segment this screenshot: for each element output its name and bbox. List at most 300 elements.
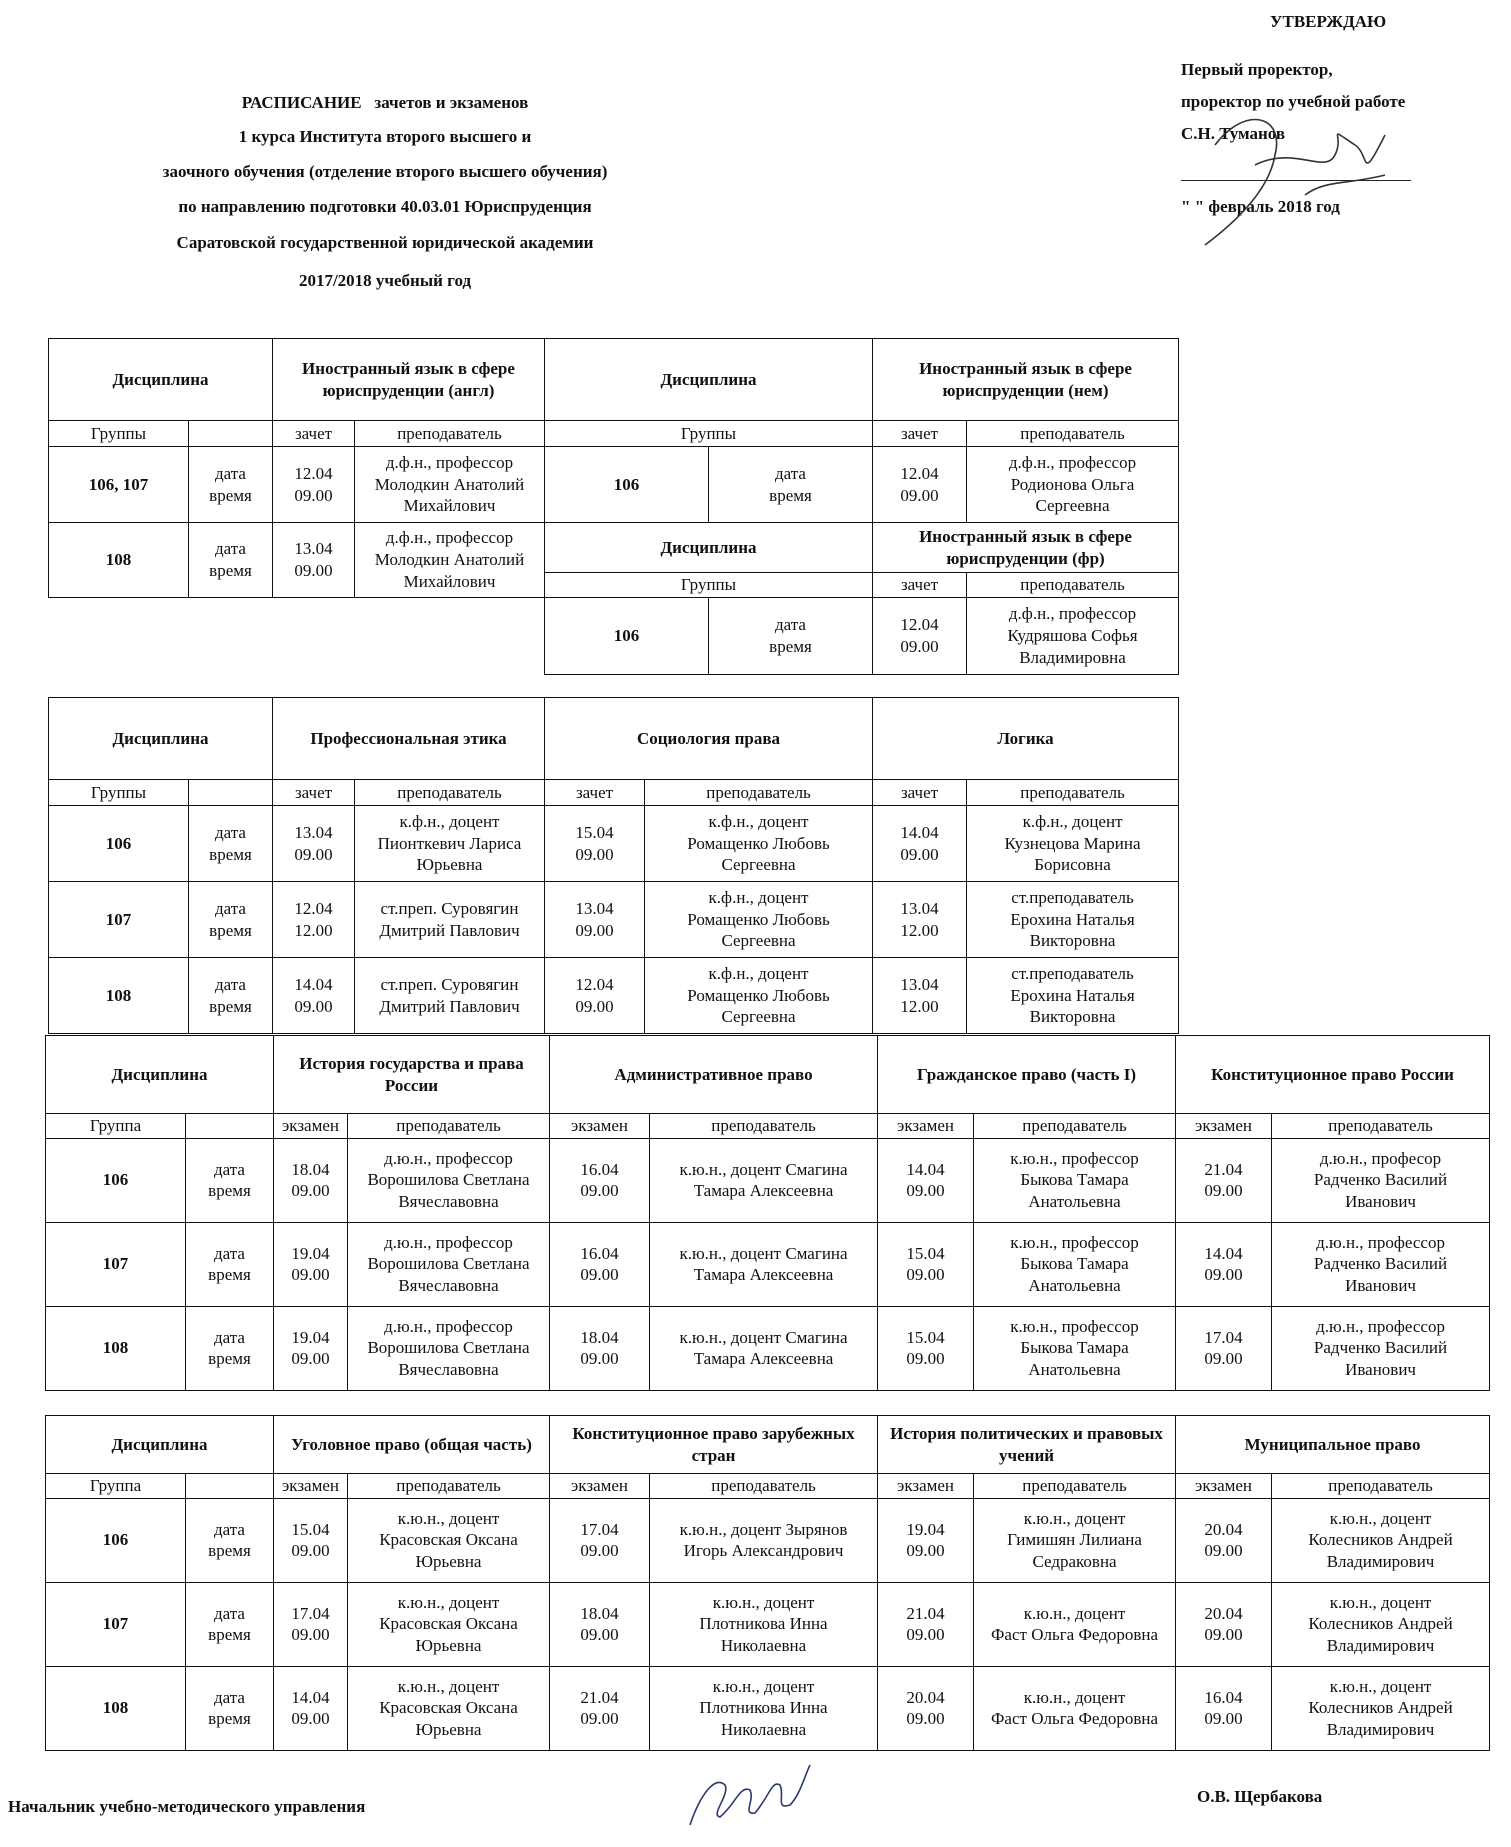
exam-label: экзамен: [878, 1114, 974, 1139]
subject-header: Социология права: [545, 698, 873, 780]
teacher-cell: [974, 1306, 1176, 1390]
teacher-title: к.ю.н., доцент: [1329, 1592, 1432, 1612]
teacher-name: Ромащенко Любовь: [687, 909, 830, 929]
teacher-label: преподаватель: [967, 573, 1179, 598]
date-value: [273, 958, 355, 1034]
teacher-title: ст.преп. Суровягин: [380, 898, 519, 918]
time-value-text: 09.00: [900, 844, 939, 864]
blank-cell: [186, 1114, 274, 1139]
time-label: время: [209, 844, 252, 864]
teacher-title: к.ю.н., доцент: [1023, 1508, 1126, 1528]
time-value-text: 09.00: [291, 1181, 330, 1201]
time-value-text: 09.00: [294, 996, 333, 1016]
title-line-3: заочного обучения (отделение второго высшего обучения): [162, 162, 608, 181]
date-label: дата: [214, 1687, 245, 1707]
date-value-text: 13.04: [294, 539, 333, 559]
date-value-text: 15.04: [291, 1519, 330, 1539]
teacher-title: к.ю.н., доцент: [397, 1508, 500, 1528]
time-value-text: 09.00: [294, 485, 333, 505]
teacher-name: Красовская Оксана: [379, 1698, 518, 1718]
teacher-title: д.ф.н., профессор: [1008, 452, 1137, 472]
schedule-table-exams-1: [45, 1035, 1490, 1391]
teacher-label: преподаватель: [650, 1114, 878, 1139]
teacher-title: к.ю.н., доцент: [1023, 1687, 1126, 1707]
teacher-label: преподаватель: [967, 780, 1179, 806]
date-label: дата: [215, 539, 246, 559]
date-value-text: 17.04: [580, 1519, 619, 1539]
discipline-header: Дисциплина: [49, 339, 273, 421]
teacher-name: Фаст Ольга Федоровна: [991, 1709, 1159, 1729]
teacher-patronymic: Михайлович: [403, 571, 496, 591]
teacher-label: преподаватель: [355, 421, 545, 447]
table-row: [49, 958, 1179, 1034]
date-label: дата: [214, 1327, 245, 1347]
time-value-text: 09.00: [291, 1709, 330, 1729]
group-cell: 108: [46, 1666, 186, 1750]
date-time-label: [186, 1222, 274, 1306]
teacher-name: Тамара Алексеевна: [693, 1349, 834, 1369]
date-value-text: 13.04: [900, 898, 939, 918]
title-line-6: 2017/2018 учебный год: [298, 271, 472, 290]
teacher-name: Колесников Андрей: [1308, 1530, 1453, 1550]
exam-label: экзамен: [274, 1474, 348, 1499]
date-label: дата: [775, 615, 806, 634]
title-line-1: [110, 93, 660, 113]
schedule-table-exams-2: [45, 1415, 1490, 1751]
time-label: время: [208, 1265, 251, 1285]
time-value-text: 12.00: [900, 996, 939, 1016]
teacher-name: Пионткевич Лариса: [377, 833, 522, 853]
footer-name: О.В. Щербакова: [1197, 1787, 1323, 1806]
date-value: [1176, 1666, 1272, 1750]
teacher-cell: [1272, 1306, 1490, 1390]
group-label: Группа: [46, 1114, 186, 1139]
time-value-text: 09.00: [906, 1181, 945, 1201]
date-label: дата: [214, 1159, 245, 1179]
approve-date: " " февраль 2018 год: [1181, 197, 1340, 216]
teacher-label: преподаватель: [348, 1474, 550, 1499]
date-time-label: [186, 1666, 274, 1750]
teacher-patronymic: Сергеевна: [721, 1007, 796, 1027]
time-label: время: [209, 920, 252, 940]
teacher-cell: [645, 882, 873, 958]
teacher-label: преподаватель: [650, 1474, 878, 1499]
teacher-title: к.ю.н., профессор: [1010, 1148, 1139, 1168]
time-value-text: 09.00: [906, 1709, 945, 1729]
time-label: время: [208, 1709, 251, 1729]
date-label: дата: [215, 974, 246, 994]
teacher-title: д.ю.н., профессор: [384, 1148, 513, 1168]
groups-label: Группы: [49, 421, 189, 447]
date-value-text: 12.04: [294, 898, 333, 918]
teacher-name: Красовская Оксана: [379, 1614, 518, 1634]
rector-signature: [1185, 85, 1415, 255]
date-label: дата: [214, 1603, 245, 1623]
teacher-cell: [650, 1138, 878, 1222]
title-main: РАСПИСАНИЕ: [241, 93, 362, 112]
time-value-text: 09.00: [900, 485, 939, 505]
date-value-text: 20.04: [1204, 1519, 1243, 1539]
teacher-title: к.ю.н., доцент Зырянов: [679, 1519, 848, 1539]
teacher-name: Радченко Василий: [1313, 1338, 1448, 1358]
date-value: [878, 1222, 974, 1306]
date-value: [274, 1498, 348, 1582]
time-value-text: 09.00: [900, 636, 939, 656]
group-cell: 106: [545, 597, 709, 674]
date-value: [273, 882, 355, 958]
time-value-text: 12.00: [294, 920, 333, 940]
teacher-name: Радченко Василий: [1313, 1170, 1448, 1190]
teacher-name: Молодкин Анатолий: [374, 550, 525, 569]
zachet-label: зачет: [273, 421, 355, 447]
date-value-text: 19.04: [906, 1519, 945, 1539]
date-label: дата: [215, 822, 246, 842]
teacher-cell: [1272, 1498, 1490, 1582]
teacher-cell: [645, 958, 873, 1034]
date-value: [273, 806, 355, 882]
teacher-label: преподаватель: [355, 780, 545, 806]
teacher-cell: [348, 1222, 550, 1306]
date-value: [274, 1666, 348, 1750]
blank-cell: [189, 780, 273, 806]
date-value: [274, 1306, 348, 1390]
teacher-name: Ерохина Наталья: [1010, 985, 1135, 1005]
teacher-name: Ромащенко Любовь: [687, 833, 830, 853]
teacher-cell: [355, 958, 545, 1034]
time-value-text: 09.00: [906, 1349, 945, 1369]
date-value: [878, 1666, 974, 1750]
date-value-text: 14.04: [291, 1687, 330, 1707]
subject-header: Муниципальное право: [1176, 1416, 1490, 1474]
date-value-text: 21.04: [906, 1603, 945, 1623]
time-label: время: [208, 1625, 251, 1645]
teacher-title: ст.преп. Суровягин: [380, 974, 519, 994]
teacher-label: преподаватель: [1272, 1114, 1490, 1139]
teacher-name: Ворошилова Светлана: [367, 1254, 530, 1274]
teacher-name: Тамара Алексеевна: [693, 1265, 834, 1285]
teacher-patronymic: Иванович: [1345, 1360, 1416, 1380]
teacher-cell: [967, 597, 1179, 674]
table-row: [49, 806, 1179, 882]
head-signature: [680, 1755, 820, 1835]
groups-label: Группы: [545, 421, 873, 447]
teacher-cell: [974, 1582, 1176, 1666]
subject-header: Административное право: [550, 1036, 878, 1114]
time-label: время: [209, 560, 252, 580]
discipline-header: Дисциплина: [46, 1416, 274, 1474]
date-value: [873, 806, 967, 882]
teacher-name: Красовская Оксана: [379, 1530, 518, 1550]
teacher-title: к.ю.н., доцент Смагина: [679, 1159, 848, 1179]
zachet-label: зачет: [873, 780, 967, 806]
approve-line1: Первый проректор,: [1181, 60, 1333, 79]
time-value-text: 09.00: [1204, 1541, 1243, 1561]
time-value-text: 09.00: [580, 1709, 619, 1729]
teacher-name: Родионова Ольга: [1010, 474, 1135, 494]
time-value-text: 09.00: [291, 1625, 330, 1645]
teacher-cell: [974, 1138, 1176, 1222]
teacher-title: к.ю.н., доцент Смагина: [679, 1243, 848, 1263]
time-value-text: 09.00: [580, 1265, 619, 1285]
teacher-patronymic: Анатольевна: [1028, 1276, 1121, 1296]
teacher-patronymic: Вячеславовна: [398, 1360, 499, 1380]
teacher-cell: [967, 447, 1179, 523]
date-value: [873, 447, 967, 523]
teacher-patronymic: Анатольевна: [1028, 1360, 1121, 1380]
teacher-name: Дмитрий Павлович: [379, 996, 520, 1016]
table-row: [46, 1498, 1490, 1582]
teacher-name: Быкова Тамара: [1020, 1254, 1129, 1274]
time-value-text: 09.00: [580, 1541, 619, 1561]
date-value: [550, 1582, 650, 1666]
teacher-name: Игорь Александрович: [683, 1541, 844, 1561]
teacher-patronymic: Сергеевна: [721, 855, 796, 875]
teacher-label: преподаватель: [1272, 1474, 1490, 1499]
time-label: время: [208, 1181, 251, 1201]
date-value-text: 15.04: [906, 1327, 945, 1347]
group-cell: 108: [49, 523, 189, 598]
date-value-text: 17.04: [1204, 1327, 1243, 1347]
title-sub: зачетов и экзаменов: [374, 93, 529, 112]
time-label: время: [208, 1541, 251, 1561]
teacher-title: к.ю.н., доцент: [1329, 1676, 1432, 1696]
blank-cell: [189, 421, 273, 447]
empty-area: [49, 597, 545, 674]
date-label: дата: [214, 1519, 245, 1539]
teacher-label: преподаватель: [967, 421, 1179, 447]
teacher-name: Быкова Тамара: [1020, 1170, 1129, 1190]
teacher-patronymic: Юрьевна: [415, 1552, 482, 1572]
date-time-label: [189, 447, 273, 523]
date-value-text: 21.04: [580, 1687, 619, 1707]
date-value-text: 14.04: [900, 822, 939, 842]
teacher-patronymic: Юрьевна: [416, 855, 483, 875]
teacher-patronymic: Седраковна: [1032, 1552, 1117, 1572]
date-value: [878, 1582, 974, 1666]
date-time-label: [709, 597, 873, 674]
teacher-patronymic: Вячеславовна: [398, 1192, 499, 1212]
teacher-patronymic: Николаевна: [720, 1636, 807, 1656]
teacher-cell: [348, 1138, 550, 1222]
teacher-title: д.ю.н., профессор: [1316, 1316, 1445, 1336]
teacher-title: ст.преподаватель: [1011, 887, 1134, 907]
teacher-cell: [650, 1582, 878, 1666]
group-cell: 107: [46, 1582, 186, 1666]
date-value: [274, 1138, 348, 1222]
date-time-label: [186, 1582, 274, 1666]
date-value: [545, 806, 645, 882]
date-value: [873, 597, 967, 674]
teacher-patronymic: Владимирович: [1326, 1720, 1435, 1740]
date-value-text: 19.04: [291, 1243, 330, 1263]
date-value: [1176, 1498, 1272, 1582]
table-row: [46, 1582, 1490, 1666]
schedule-table-languages: [48, 338, 1179, 675]
teacher-cell: [348, 1498, 550, 1582]
date-value: [873, 958, 967, 1034]
teacher-title: д.ю.н., профессор: [384, 1232, 513, 1252]
date-value-text: 20.04: [906, 1687, 945, 1707]
teacher-title: д.ф.н., профессор: [1008, 604, 1137, 624]
teacher-cell: [650, 1498, 878, 1582]
date-value: [273, 523, 355, 598]
teacher-cell: [1272, 1138, 1490, 1222]
subject-header: Конституционное право России: [1176, 1036, 1490, 1114]
table-row: [46, 1666, 1490, 1750]
teacher-cell: [967, 958, 1179, 1034]
teacher-patronymic: Иванович: [1345, 1192, 1416, 1212]
time-value-text: 09.00: [575, 996, 614, 1016]
teacher-label: преподаватель: [348, 1114, 550, 1139]
group-cell: 108: [46, 1306, 186, 1390]
time-value-text: 09.00: [294, 844, 333, 864]
groups-label: Группы: [545, 573, 873, 598]
subject-french: Иностранный язык в сфере юриспруденции (фр): [873, 523, 1179, 573]
date-label: дата: [775, 463, 806, 483]
teacher-patronymic: Анатольевна: [1028, 1192, 1121, 1212]
teacher-patronymic: Иванович: [1345, 1276, 1416, 1296]
date-time-label: [189, 523, 273, 598]
date-value: [1176, 1222, 1272, 1306]
time-label: время: [209, 996, 252, 1016]
date-value: [550, 1666, 650, 1750]
teacher-patronymic: Владимирович: [1326, 1552, 1435, 1572]
teacher-title: д.ю.н., професор: [1319, 1148, 1442, 1168]
date-value: [545, 882, 645, 958]
teacher-title: к.ю.н., доцент: [712, 1676, 815, 1696]
date-value-text: 18.04: [580, 1327, 619, 1347]
exam-label: экзамен: [878, 1474, 974, 1499]
zachet-label: зачет: [545, 780, 645, 806]
date-time-label: [709, 447, 873, 523]
teacher-name: Гимишян Лилиана: [1007, 1530, 1142, 1550]
date-value: [274, 1222, 348, 1306]
date-value-text: 12.04: [294, 463, 333, 483]
time-value-text: 09.00: [1204, 1349, 1243, 1369]
teacher-name: Радченко Василий: [1313, 1254, 1448, 1274]
teacher-patronymic: Вячеславовна: [398, 1276, 499, 1296]
exam-label: экзамен: [550, 1114, 650, 1139]
teacher-cell: [650, 1306, 878, 1390]
teacher-patronymic: Викторовна: [1029, 1007, 1116, 1027]
blank-cell: [186, 1474, 274, 1499]
date-value-text: 12.04: [900, 615, 939, 634]
time-value-text: 09.00: [291, 1349, 330, 1369]
teacher-cell: [348, 1306, 550, 1390]
date-label: дата: [215, 898, 246, 918]
time-value-text: 09.00: [1204, 1265, 1243, 1285]
group-cell: 107: [49, 882, 189, 958]
exam-label: экзамен: [1176, 1114, 1272, 1139]
teacher-title: к.ф.н., доцент: [1022, 811, 1123, 831]
subject-header: История политических и правовых учений: [878, 1416, 1176, 1474]
teacher-label: преподаватель: [974, 1114, 1176, 1139]
group-cell: 106: [545, 447, 709, 523]
group-label: Группа: [46, 1474, 186, 1499]
discipline-header: Дисциплина: [46, 1036, 274, 1114]
teacher-name: Плотникова Инна: [699, 1614, 828, 1634]
subject-german: Иностранный язык в сфере юриспруденции (нем): [873, 339, 1179, 421]
date-value: [550, 1498, 650, 1582]
title-line-2: 1 курса Института второго высшего и: [238, 127, 532, 146]
teacher-name: Ворошилова Светлана: [367, 1338, 530, 1358]
teacher-cell: [348, 1666, 550, 1750]
teacher-title: к.ф.н., доцент: [708, 887, 809, 907]
teacher-title: к.ю.н., профессор: [1010, 1232, 1139, 1252]
discipline-header: Дисциплина: [49, 698, 273, 780]
time-value-text: 09.00: [1204, 1181, 1243, 1201]
teacher-patronymic: Борисовна: [1034, 855, 1111, 875]
subject-header: Уголовное право (общая часть): [274, 1416, 550, 1474]
approve-name: С.Н. Туманов: [1181, 124, 1286, 143]
teacher-name: Колесников Андрей: [1308, 1614, 1453, 1634]
teacher-patronymic: Николаевна: [720, 1720, 807, 1740]
date-value-text: 19.04: [291, 1327, 330, 1347]
teacher-title: к.ф.н., доцент: [708, 811, 809, 831]
teacher-patronymic: Владимировна: [1019, 647, 1126, 667]
time-label: время: [769, 636, 812, 656]
date-value-text: 14.04: [294, 974, 333, 994]
date-value: [878, 1306, 974, 1390]
zachet-label: зачет: [873, 573, 967, 598]
date-value-text: 16.04: [580, 1243, 619, 1263]
teacher-name: Быкова Тамара: [1020, 1338, 1129, 1358]
teacher-cell: [1272, 1582, 1490, 1666]
exam-label: экзамен: [1176, 1474, 1272, 1499]
teacher-cell: [650, 1222, 878, 1306]
date-value: [1176, 1306, 1272, 1390]
teacher-cell: [1272, 1222, 1490, 1306]
time-value-text: 09.00: [1204, 1625, 1243, 1645]
teacher-title: д.ф.н., профессор: [385, 528, 514, 548]
date-value-text: 12.04: [575, 974, 614, 994]
teacher-cell: [1272, 1666, 1490, 1750]
date-value-text: 18.04: [291, 1159, 330, 1179]
date-time-label: [186, 1498, 274, 1582]
time-value-text: 09.00: [906, 1541, 945, 1561]
teacher-cell: [355, 447, 545, 523]
date-value-text: 16.04: [580, 1159, 619, 1179]
teacher-cell: [650, 1666, 878, 1750]
group-cell: 106: [46, 1498, 186, 1582]
teacher-title: д.ф.н., профессор: [385, 452, 514, 472]
approve-line2: проректор по учебной работе: [1181, 92, 1406, 111]
teacher-title: к.ф.н., доцент: [399, 811, 500, 831]
group-cell: 108: [49, 958, 189, 1034]
groups-label: Группы: [49, 780, 189, 806]
time-value-text: 09.00: [291, 1265, 330, 1285]
time-value-text: 09.00: [1204, 1709, 1243, 1729]
time-value-text: 09.00: [575, 844, 614, 864]
exam-label: экзамен: [550, 1474, 650, 1499]
title-line-5: Саратовской государственной юридической академии: [176, 233, 594, 252]
teacher-name: Кудряшова Софья: [1007, 625, 1138, 645]
group-cell: 106: [49, 806, 189, 882]
teacher-name: Молодкин Анатолий: [374, 474, 525, 494]
time-value-text: 12.00: [900, 920, 939, 940]
time-value-text: 09.00: [580, 1181, 619, 1201]
zachet-label: зачет: [273, 780, 355, 806]
date-label: дата: [214, 1243, 245, 1263]
time-value-text: 09.00: [906, 1625, 945, 1645]
date-value-text: 13.04: [294, 822, 333, 842]
table-row: [46, 1222, 1490, 1306]
teacher-cell: [645, 806, 873, 882]
date-value: [1176, 1582, 1272, 1666]
date-value: [274, 1582, 348, 1666]
teacher-cell: [974, 1498, 1176, 1582]
teacher-cell: [355, 806, 545, 882]
